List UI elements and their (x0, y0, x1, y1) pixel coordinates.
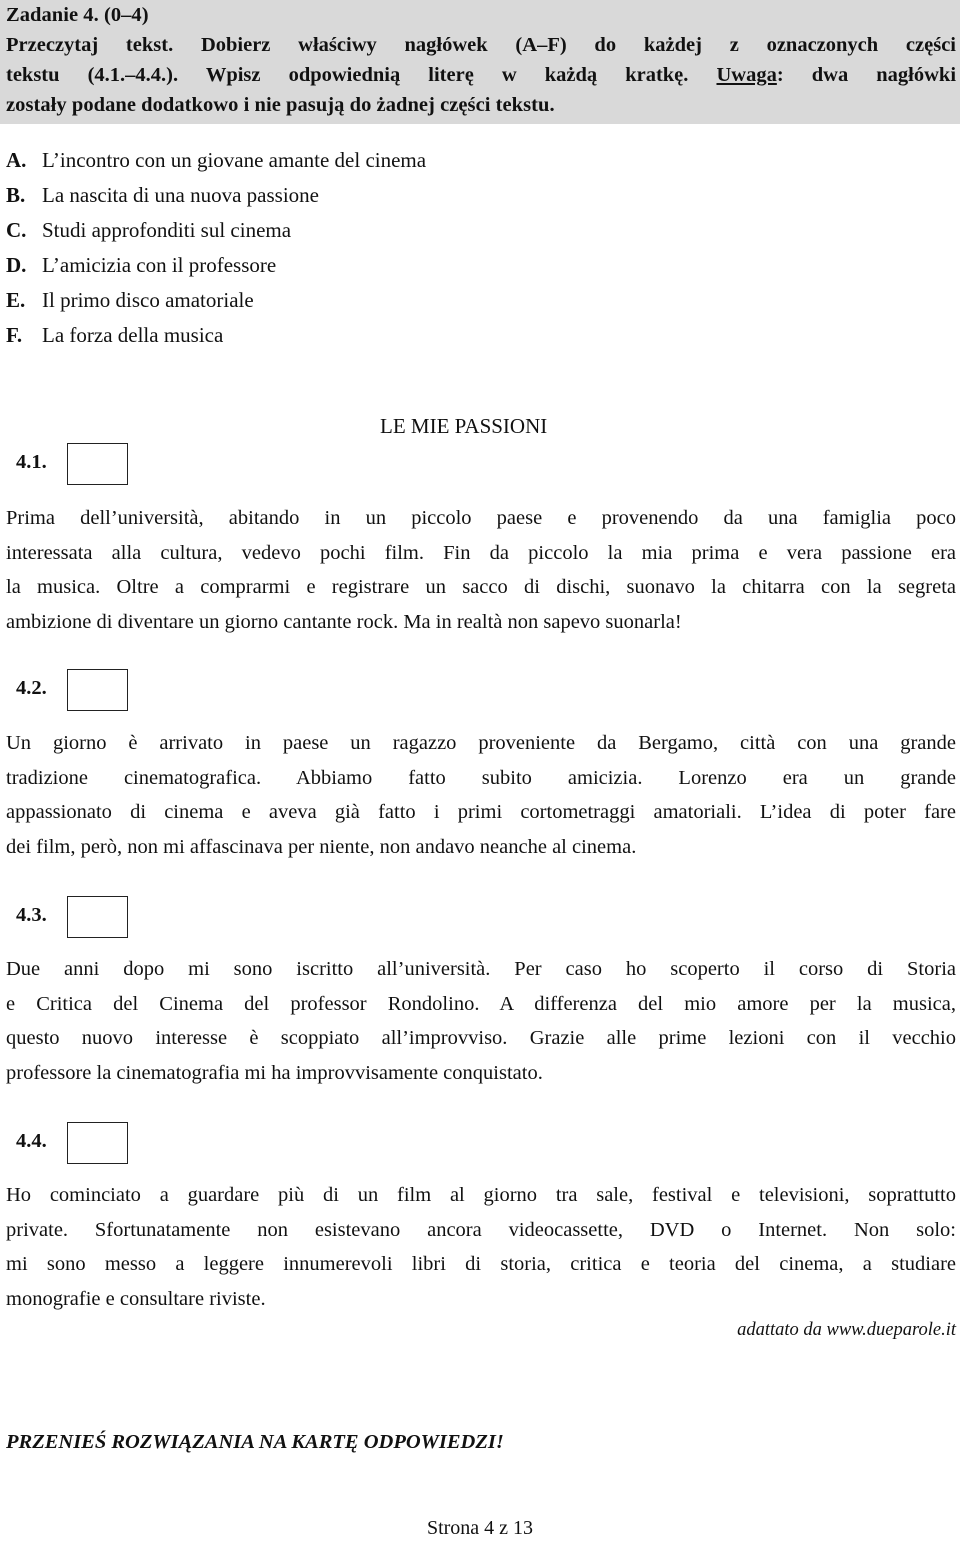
transfer-answers-note: PRZENIEŚ ROZWIĄZANIA NA KARTĘ ODPOWIEDZI! (6, 1431, 504, 1453)
paragraph-4-2 (6, 726, 956, 864)
instruction-line-1: Przeczytaj tekst. Dobierz właściwy nagłówek (A–F) do każdej z oznaczonych części (6, 34, 956, 56)
paragraph-line: ambizione di diventare un giorno cantante rock. Ma in realtà non sapevo suonarla! (6, 610, 682, 633)
page-number: Strona 4 z 13 (426, 1517, 534, 1539)
source-attribution: adattato da www.dueparole.it (737, 1320, 956, 1340)
option-text: Studi approfonditi sul cinema (42, 218, 292, 242)
section-number-4-3: 4.3. (16, 904, 47, 926)
section-number-4-1: 4.1. (16, 451, 47, 473)
paragraph-line: Un giorno è arrivato in paese un ragazzo proveniente da Bergamo, città con una grande (6, 732, 956, 754)
paragraph-line: e Critica del Cinema del professor Rondolino. A differenza del mio amore per la musica, (6, 992, 956, 1015)
answer-box-4-3[interactable] (67, 896, 128, 938)
option-letter: B. (6, 183, 26, 207)
paragraph-line: la musica. Oltre a comprarmi e registrare un sacco di dischi, suonavo la chitarra con la segreta (6, 576, 956, 599)
uwaga-label: Uwaga (716, 64, 777, 86)
paragraph-line: appassionato di cinema e aveva già fatto i primi cortometraggi amatoriali. L’idea di poter fare (6, 801, 956, 824)
task-heading: Zadanie 4. (0–4) (6, 4, 149, 26)
option-text: Il primo disco amatoriale (42, 288, 254, 312)
instruction-line-2-part-b: : dwa nagłówki (776, 64, 957, 86)
option-letter: E. (6, 288, 26, 312)
text-title: LE MIE PASSIONI (380, 414, 548, 438)
option-d (6, 253, 276, 278)
instruction-line-3: zostały podane dodatkowo i nie pasują do żadnej części tekstu. (6, 94, 555, 116)
paragraph-line: private. Sfortunatamente non esistevano ancora videocassette, DVD o Internet. Non solo: (6, 1218, 956, 1241)
task-instructions-panel (0, 0, 960, 124)
paragraph-line: Prima dell’università, abitando in un piccolo paese e provenendo da una famiglia poco (6, 507, 956, 529)
answer-box-4-1[interactable] (67, 443, 128, 485)
section-number-4-4: 4.4. (16, 1130, 47, 1152)
option-letter: A. (6, 148, 27, 172)
option-e (6, 288, 254, 313)
option-letter: C. (6, 218, 27, 242)
paragraph-line: mi sono messo a leggere innumerevoli libri di storia, critica e teoria del cinema, a studiare (6, 1253, 956, 1276)
paragraph-line: Ho cominciato a guardare più di un film al giorno tra sale, festival e televisioni, soprattutto (6, 1184, 956, 1206)
paragraph-line: questo nuovo interesse è scoppiato all’improvviso. Grazie alle prime lezioni con il vecchio (6, 1027, 956, 1050)
option-b (6, 183, 319, 208)
answer-box-4-4[interactable] (67, 1122, 128, 1164)
paragraph-line: interessata alla cultura, vedevo pochi film. Fin da piccolo la mia prima e vera passione era (6, 541, 956, 564)
option-f (6, 323, 223, 348)
option-text: L’incontro con un giovane amante del cinema (42, 148, 427, 172)
paragraph-line: dei film, però, non mi affascinava per niente, non andavo neanche al cinema. (6, 835, 637, 858)
paragraph-4-3 (6, 952, 956, 1090)
option-a (6, 148, 426, 173)
paragraph-line: tradizione cinematografica. Abbiamo fatto subito amicizia. Lorenzo era un grande (6, 766, 956, 789)
paragraph-4-1 (6, 501, 956, 639)
paragraph-4-4 (6, 1178, 956, 1316)
paragraph-line: professore la cinematografia mi ha improvvisamente conquistato. (6, 1061, 543, 1084)
instruction-line-2-part-a: tekstu (4.1.–4.4.). Wpisz odpowiednią literę w każdą kratkę. (6, 64, 717, 86)
option-letter: F. (6, 323, 23, 347)
paragraph-line: monografie e consultare riviste. (6, 1287, 266, 1310)
option-text: La forza della musica (42, 323, 224, 347)
option-text: L’amicizia con il professore (42, 253, 277, 277)
option-letter: D. (6, 253, 27, 277)
paragraph-line: Due anni dopo mi sono iscritto all’università. Per caso ho scoperto il corso di Storia (6, 958, 956, 980)
option-text: La nascita di una nuova passione (42, 183, 319, 207)
option-c (6, 218, 291, 243)
section-number-4-2: 4.2. (16, 677, 47, 699)
instruction-line-2 (6, 64, 956, 87)
answer-box-4-2[interactable] (67, 669, 128, 711)
